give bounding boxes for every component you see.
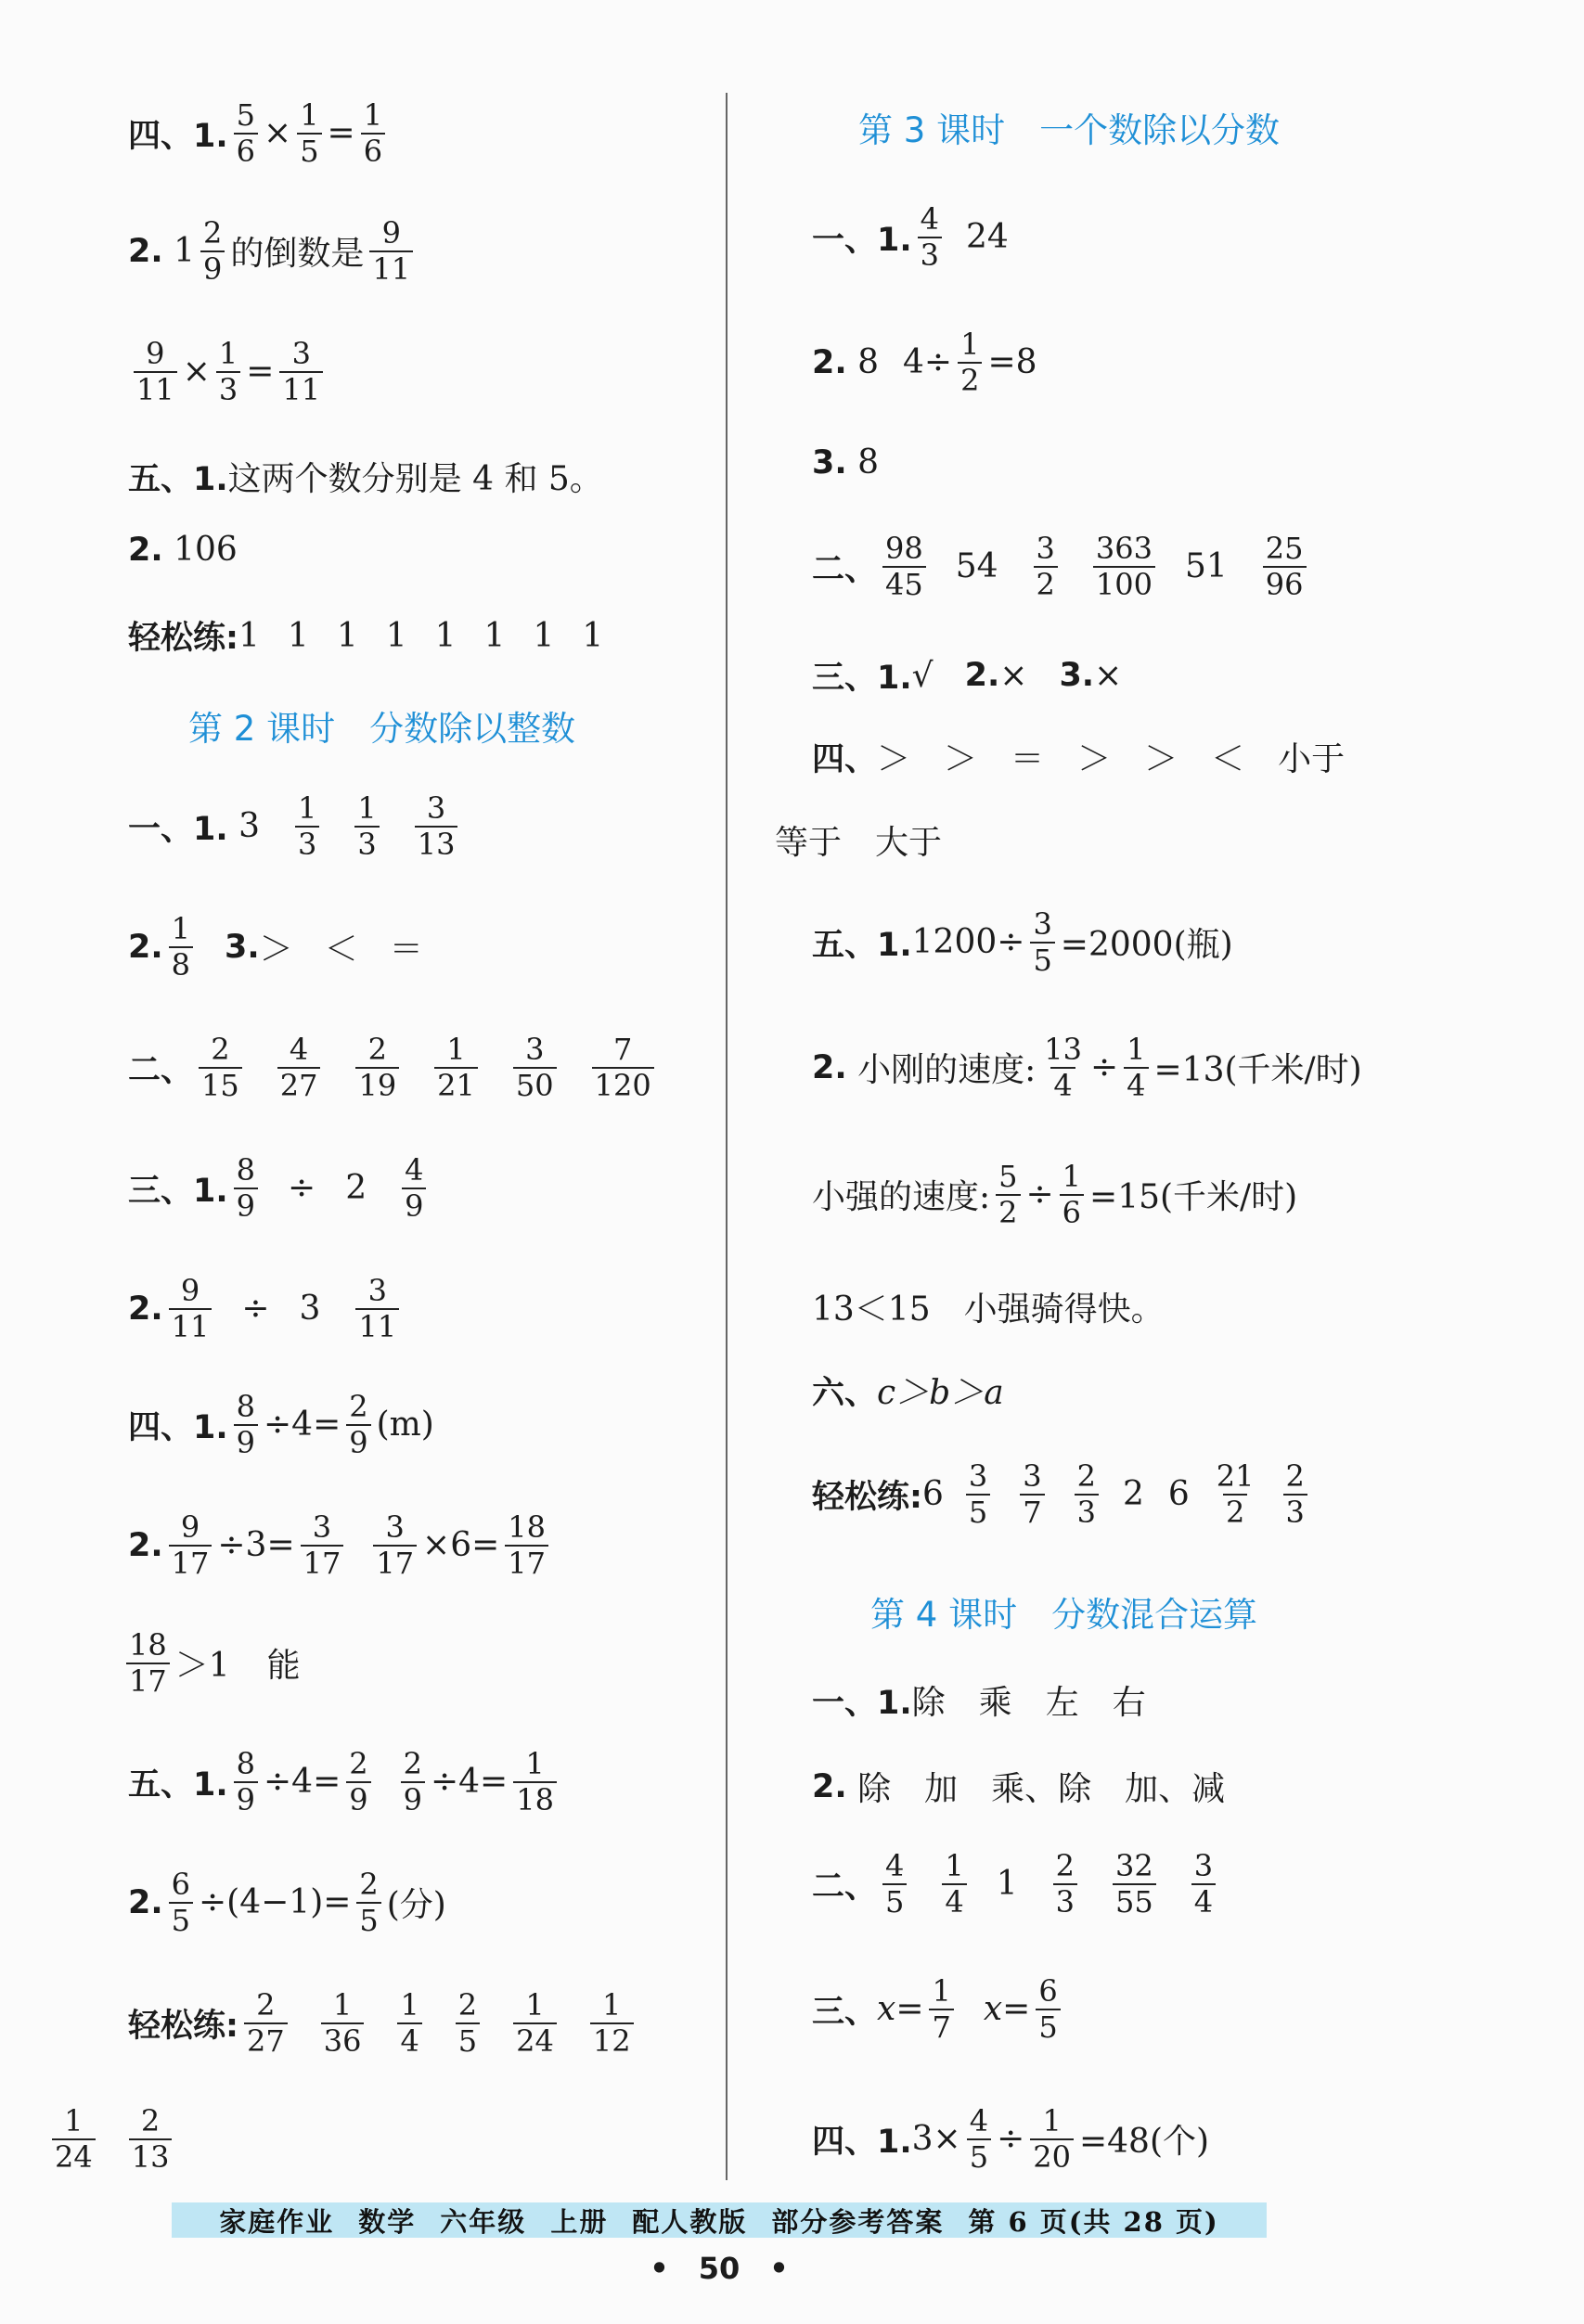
lesson4-answer-1-1: 一、1. 除 乘 左 右 <box>812 1684 1146 1722</box>
easy-practice-1: 轻松练: 1 1 1 1 1 1 1 1 <box>128 616 604 657</box>
lesson3-answer-5-2: 2. 小刚的速度: $\frac{13}{4}$ ÷ $\frac{1}{4}$ =13(千米/时) <box>812 1032 1362 1103</box>
lesson2-answer-4-1: 四、1. $\frac{8}{9}$ ÷4= $\frac{2}{9}$ (m) <box>128 1389 434 1460</box>
section-label: 四、1. <box>128 117 228 155</box>
lesson3-answer-2: 二、 $\frac{98}{45}$ 54 $\frac{3}{2}$ $\frac{363}{100}$ 51 $\frac{25}{96}$ <box>812 533 1312 599</box>
lesson3-answer-1-3: 3. 8 <box>812 443 880 481</box>
lesson2-answer-5-2: 2. $\frac{6}{5}$ ÷(4−1)= $\frac{2}{5}$ (分) <box>128 1867 446 1938</box>
lesson2-answer-1-2-3: 2. $\frac{1}{8}$ 3. ＞ ＜ ＝ <box>128 911 423 982</box>
fraction: $\frac{2}{9}$ <box>200 218 225 284</box>
footer-section: 部分参考答案 <box>771 2205 945 2238</box>
answer-5-2: 2. 106 <box>128 531 238 569</box>
lesson2-easy-practice-continued: $\frac{1}{24}$ $\frac{2}{13}$ <box>46 2106 177 2172</box>
footer-book: 家庭作业 <box>219 2205 335 2238</box>
lesson3-answer-4: 四、 ＞ ＞ ＝ ＞ ＞ ＜ 小于 <box>812 740 1346 778</box>
fraction: $\frac{1}{6}$ <box>361 100 385 166</box>
footer-grade: 六年级 <box>440 2205 527 2238</box>
answer-5-1: 五、1. 这两个数分别是 4 和 5。 <box>128 460 603 498</box>
footer-bar <box>172 2202 1267 2238</box>
lesson2-answer-5-1: 五、1. $\frac{8}{9}$ ÷4= $\frac{2}{9}$ $\frac{2}{9}$ ÷4= $\frac{1}{18}$ <box>128 1749 562 1815</box>
answer-4-2: 2. 1 $\frac{2}{9}$ 的倒数是 $\frac{9}{11}$ <box>128 218 419 284</box>
lesson4-answer-1-2: 2. 除 加 乘、除 加、减 <box>812 1767 1226 1808</box>
lesson-4-heading: 第 4 课时 分数混合运算 <box>870 1595 1258 1635</box>
footer-subject: 数学 <box>358 2205 417 2238</box>
lesson2-easy-practice: 轻松练: $\frac{2}{27}$ $\frac{1}{36}$ $\frac{1}{4}$ $\frac{2}{5}$ $\frac{1}{24}$ $\frac{1}{12}$ <box>128 1990 639 2056</box>
lesson3-answer-5-2b: 小强的速度: $\frac{5}{2}$ ÷ $\frac{1}{6}$ =15(千米/时) <box>812 1159 1298 1230</box>
answer-4-1: 四、1. $\frac{5}{6}$ × $\frac{1}{5}$ = $\frac{1}{6}$ <box>128 100 391 166</box>
lesson3-easy-practice: 轻松练: 6 $\frac{3}{5}$ $\frac{3}{7}$ $\frac{2}{3}$ 2 6 $\frac{21}{2}$ $\frac{2}{3}$ <box>812 1461 1313 1527</box>
lesson3-answer-6: 六、 c＞b＞a <box>812 1374 1004 1412</box>
lesson2-answer-2: 二、 $\frac{2}{15}$ $\frac{4}{27}$ $\frac{2}{19}$ $\frac{1}{21}$ $\frac{3}{50}$ $\frac{7}{120}$ <box>128 1034 660 1100</box>
footer-page-info: 第 6 页(共 28 页) <box>968 2205 1219 2238</box>
answer-4-2-expression: $\frac{9}{11}$ × $\frac{1}{3}$ = $\frac{3}{11}$ <box>128 339 328 404</box>
lesson4-answer-2: 二、 $\frac{4}{5}$ $\frac{1}{4}$ 1 $\frac{2}{3}$ $\frac{32}{55}$ $\frac{3}{4}$ <box>812 1851 1221 1917</box>
lesson2-answer-3-1: 三、1. $\frac{8}{9}$ ÷ 2 $\frac{4}{9}$ <box>128 1155 431 1221</box>
fraction: $\frac{1}{5}$ <box>297 100 321 166</box>
lesson3-answer-3: 三、1. √ 2. × 3. × <box>812 656 1123 697</box>
lesson2-answer-4-2: 2. $\frac{9}{17}$ ÷3= $\frac{3}{17}$ $\frac{3}{17}$ ×6= $\frac{18}{17}$ <box>128 1512 554 1578</box>
lesson2-answer-4-2-conclusion: $\frac{18}{17}$ ＞1 能 <box>121 1630 301 1696</box>
page-number: • 50 • <box>650 2251 789 2286</box>
column-divider <box>726 93 728 2180</box>
lesson3-answer-1-1: 一、1. $\frac{4}{3}$ 24 <box>812 201 1009 273</box>
lesson-2-heading: 第 2 课时 分数除以整数 <box>188 709 576 749</box>
fraction: $\frac{9}{11}$ <box>369 218 413 284</box>
footer-edition: 配人教版 <box>632 2205 748 2238</box>
lesson3-answer-5-1: 五、1. 1200÷ $\frac{3}{5}$ =2000(瓶) <box>812 906 1233 978</box>
footer-volume: 上册 <box>550 2205 609 2238</box>
fraction: $\frac{5}{6}$ <box>234 100 258 166</box>
lesson4-answer-3: 三、 x= $\frac{1}{7}$ x= $\frac{6}{5}$ <box>812 1976 1066 2042</box>
lesson2-answer-3-2: 2. $\frac{9}{11}$ ÷ 3 $\frac{3}{11}$ <box>128 1276 405 1342</box>
lesson2-answer-1-1: 一、1. 3 $\frac{1}{3}$ $\frac{1}{3}$ $\frac{3}{13}$ <box>128 793 463 859</box>
lesson3-answer-4-continued: 等于 大于 <box>775 824 943 862</box>
lesson3-answer-5-2c: 13＜15 小强骑得快。 <box>812 1290 1165 1329</box>
lesson3-answer-1-2: 2. 8 4÷ $\frac{1}{2}$ =8 <box>812 327 1037 398</box>
lesson-3-heading: 第 3 课时 一个数除以分数 <box>858 110 1281 150</box>
lesson4-answer-4-1: 四、1. 3× $\frac{4}{5}$ ÷ $\frac{1}{20}$ =48(个) <box>812 2103 1210 2175</box>
